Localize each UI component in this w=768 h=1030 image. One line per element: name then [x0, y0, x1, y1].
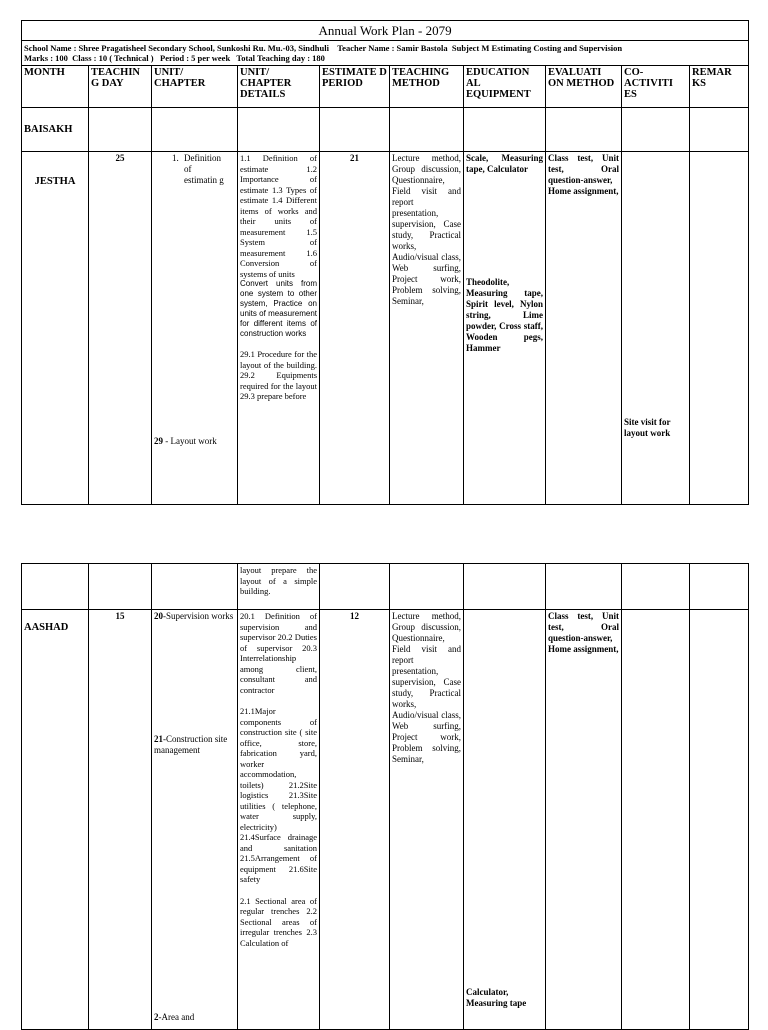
equipment-unit-29: Theodolite, Measuring tape, Spirit level, Nylon string, Lime powder, Cross staff, Wooden pegs, Hammer	[466, 277, 543, 353]
unit-20-number: 20	[154, 611, 163, 621]
header-unit: UNIT/ CHAPTER	[152, 66, 238, 108]
unit-2-number: 2	[154, 1012, 159, 1022]
empty-cell	[89, 564, 152, 610]
empty-cell	[622, 108, 690, 152]
unit-21	[154, 734, 234, 756]
details-unit-2: 2.1 Sectional area of regular trenches 2.2 Sectional areas of irregular trenches 2.3 Calculation of	[240, 895, 317, 948]
units-aashad	[152, 610, 238, 1030]
empty-cell	[546, 564, 622, 610]
unit-1-title: Definition of estimatin g	[184, 153, 224, 185]
empty-cell	[152, 564, 238, 610]
remarks-aashad	[690, 610, 749, 1030]
empty-cell	[22, 564, 89, 610]
equipment-unit-2: Calculator, Measuring tape	[466, 987, 527, 1008]
remarks-jestha	[690, 152, 749, 505]
empty-cell	[320, 564, 390, 610]
units-jestha	[152, 152, 238, 505]
header-equipment: EDUCATION AL EQUIPMENT	[464, 66, 546, 108]
header-method: TEACHING METHOD	[390, 66, 464, 108]
details-unit-21: 21.1Major components of construction site ( site office, store, fabrication yard, worker accommodation, toilets) 21.2Site logistics 21.3Site utilities ( telephone, water supply, electricity) 21.4Surface drainage and sanitation 21.5Arrangement of equipment 21.6Site safety	[240, 706, 317, 884]
header-teaching-day: TEACHIN G DAY	[89, 66, 152, 108]
school-info-line-1: School Name : Shree Pragatisheel Secondary School, Sunkoshi Ru. Mu.-03, Sindhuli Teacher Name : Samir Bastola Subject M Estimating Costing and Supervision	[24, 43, 623, 53]
header-period: ESTIMATE D PERIOD	[320, 66, 390, 108]
row-baisakh	[22, 108, 749, 152]
co-activities-jestha	[622, 152, 690, 505]
header-row	[22, 66, 749, 108]
co-activities-aashad	[622, 610, 690, 1030]
document-title: Annual Work Plan - 2079	[22, 21, 749, 41]
page-2	[21, 563, 748, 1030]
empty-cell	[546, 108, 622, 152]
school-info	[22, 41, 749, 66]
header-remarks: REMAR KS	[690, 66, 749, 108]
unit-29-title: - Layout work	[163, 436, 217, 446]
row-continuation	[22, 564, 749, 610]
school-info-line-2: Marks : 100 Class : 10 ( Technical ) Period : 5 per week Total Teaching day : 180	[24, 53, 325, 63]
month-baisakh: BAISAKH	[22, 108, 89, 152]
unit-20-title: -Supervision works	[163, 611, 234, 621]
header-month: MONTH	[22, 66, 89, 108]
empty-cell	[152, 108, 238, 152]
equipment-aashad	[464, 610, 546, 1030]
empty-cell	[464, 108, 546, 152]
empty-cell	[690, 564, 749, 610]
details-unit-1: 1.1 Definition of estimate 1.2 Importance of estimate 1.3 Types of estimate 1.4 Different items of works and their units of measurement 1.5 System of measurement 1.6 Conversion of systems of units	[240, 153, 317, 279]
period-aashad: 12	[320, 610, 390, 1030]
equipment-unit-1: Scale, Measuring tape, Calculator	[466, 153, 543, 174]
empty-cell	[89, 108, 152, 152]
unit-21-title: -Construction site management	[154, 734, 228, 755]
unit-1	[154, 153, 235, 186]
period-jestha: 21	[320, 152, 390, 505]
details-continuation: layout prepare the layout of a simple building.	[238, 564, 320, 610]
unit-2	[154, 1012, 234, 1023]
info-row	[22, 41, 749, 66]
teaching-days-aashad: 15	[89, 610, 152, 1030]
evaluation-jestha: Class test, Unit test, Oral question-answer, Home assignment,	[546, 152, 622, 505]
details-jestha	[238, 152, 320, 505]
month-jestha: JESTHA	[22, 152, 89, 505]
unit-1-number: 1.	[172, 153, 179, 163]
month-aashad: AASHAD	[22, 610, 89, 1030]
empty-cell	[390, 108, 464, 152]
row-aashad	[22, 610, 749, 1030]
unit-20	[154, 611, 235, 622]
unit-29-number: 29	[154, 436, 163, 446]
equipment-jestha	[464, 152, 546, 505]
unit-21-number: 21	[154, 734, 163, 744]
details-unit-1-practice: Convert units from one system to other system, Practice on units of measurement for different items of construction works	[240, 279, 317, 338]
row-jestha	[22, 152, 749, 505]
header-evaluation: EVALUATI ON METHOD	[546, 66, 622, 108]
unit-2-title: -Area and	[158, 1012, 195, 1022]
unit-29	[154, 436, 217, 447]
teaching-days-jestha: 25	[89, 152, 152, 505]
co-activity-site-visit: Site visit for layout work	[624, 417, 671, 438]
empty-cell	[464, 564, 546, 610]
empty-cell	[238, 108, 320, 152]
details-unit-20: 20.1 Definition of supervision and supervisor 20.2 Duties of supervisor 20.3 Interrelationship among client, consultant and contractor	[240, 611, 317, 695]
details-aashad	[238, 610, 320, 1030]
header-co-activities: CO- ACTIVITI ES	[622, 66, 690, 108]
page-1	[21, 20, 748, 505]
evaluation-aashad: Class test, Unit test, Oral question-answer, Home assignment,	[546, 610, 622, 1030]
header-unit-details: UNIT/ CHAPTER DETAILS	[238, 66, 320, 108]
empty-cell	[320, 108, 390, 152]
work-plan-table-page-2	[21, 563, 749, 1030]
work-plan-table-page-1	[21, 20, 749, 505]
method-jestha: Lecture method, Group discussion, Questionnaire, Field visit and report presentation, supervision, Case study, Practical works, Audio/visual class, Web surfing, Project work, Problem solving, Seminar,	[390, 152, 464, 505]
title-row	[22, 21, 749, 41]
empty-cell	[622, 564, 690, 610]
details-unit-29: 29.1 Procedure for the layout of the building. 29.2 Equipments required for the layout 29.3 prepare before	[240, 349, 317, 401]
empty-cell	[390, 564, 464, 610]
empty-cell	[690, 108, 749, 152]
method-aashad: Lecture method, Group discussion, Questionnaire, Field visit and report presentation, supervision, Case study, Practical works, Audio/visual class, Web surfing, Project work, Problem solving, Seminar,	[390, 610, 464, 1030]
